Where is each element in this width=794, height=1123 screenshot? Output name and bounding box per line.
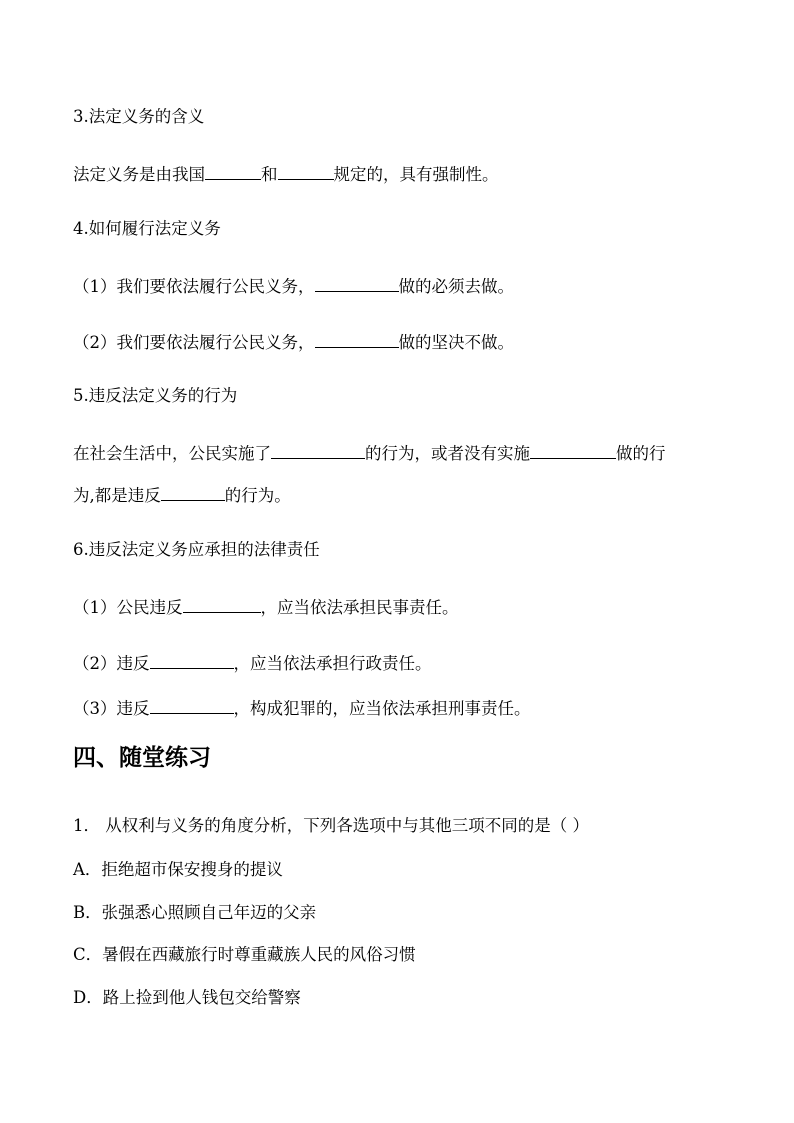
text-segment: ，构成犯罪的，应当依法承担刑事责任。 [233, 699, 531, 718]
fill-blank [150, 651, 234, 669]
section-4-item-2 [73, 330, 514, 354]
fill-blank [315, 330, 399, 348]
section-6-item-3 [73, 696, 531, 720]
option-a: A．拒绝超市保安搜身的提议 [73, 860, 283, 879]
practice-heading: 四、随堂练习 [73, 744, 211, 771]
fill-blank [271, 441, 365, 459]
option-c: C．暑假在西藏旅行时尊重藏族人民的风俗习惯 [73, 945, 416, 964]
text-segment: （1）公民违反 [73, 598, 183, 617]
question-1: 1． 从权利与义务的角度分析，下列各选项中与其他三项不同的是（ ） [73, 816, 589, 835]
text-segment: （1）我们要依法履行公民义务， [73, 277, 315, 296]
fill-blank [315, 274, 399, 292]
text-segment: 的行为，或者没有实施 [365, 444, 530, 463]
section-5-title: 5.违反法定义务的行为 [73, 386, 238, 405]
text-segment: ，应当依法承担行政责任。 [233, 654, 432, 673]
section-5-line-1 [73, 441, 666, 465]
section-3-title: 3.法定义务的含义 [73, 107, 205, 126]
text-segment: （2）违反 [73, 654, 150, 673]
section-5-line-2 [73, 483, 291, 507]
text-segment: ，应当依法承担民事责任。 [260, 598, 459, 617]
option-d: D．路上捡到他人钱包交给警察 [73, 988, 301, 1007]
section-6-title: 6.违反法定义务应承担的法律责任 [73, 540, 320, 559]
text-segment: 在社会生活中，公民实施了 [73, 444, 271, 463]
fill-blank [150, 696, 234, 714]
text-segment: （3）违反 [73, 699, 150, 718]
option-b: B．张强悉心照顾自己年迈的父亲 [73, 903, 317, 922]
text-segment: 做的行 [616, 444, 666, 463]
section-4-title: 4.如何履行法定义务 [73, 219, 221, 238]
section-4-item-1 [73, 274, 514, 298]
text-segment: （2）我们要依法履行公民义务， [73, 333, 315, 352]
text-segment: 为,都是违反 [73, 486, 161, 505]
fill-blank [183, 595, 261, 613]
text-segment: 做的必须去做。 [398, 277, 514, 296]
text-segment: 的行为。 [224, 486, 291, 505]
section-6-item-2 [73, 651, 432, 675]
section-6-item-1 [73, 595, 459, 619]
text-segment: 和 [261, 165, 278, 184]
fill-blank [161, 483, 225, 501]
text-segment: 做的坚决不做。 [398, 333, 514, 352]
text-segment: 法定义务是由我国 [73, 165, 205, 184]
fill-blank [278, 162, 334, 180]
text-segment: 规定的，具有强制性。 [333, 165, 499, 184]
fill-blank [530, 441, 616, 459]
section-3-text [73, 162, 499, 186]
fill-blank [205, 162, 261, 180]
